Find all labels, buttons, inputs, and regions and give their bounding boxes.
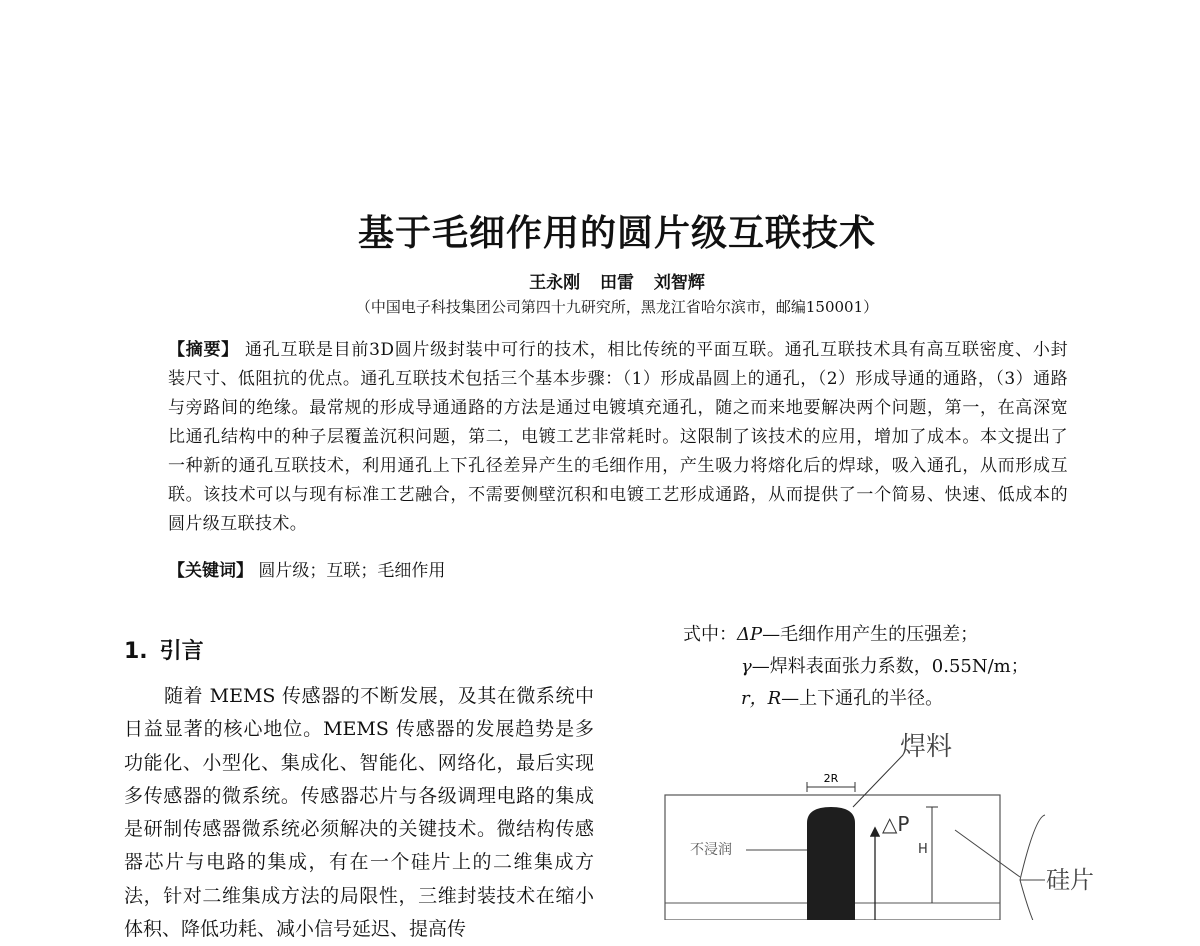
section-heading (124, 634, 204, 665)
section-title: 引言 (159, 639, 204, 664)
solder-base (810, 903, 854, 920)
solder-leader (853, 755, 903, 807)
label-h: H (918, 842, 928, 857)
section-number: 1. (124, 639, 148, 664)
label-non-wetting: 不浸润 (690, 842, 732, 858)
wafer-brace (1020, 815, 1045, 920)
keywords (168, 557, 445, 586)
abstract-label: 【摘要】 (168, 340, 239, 360)
where-def-3: —上下通孔的半径。 (781, 688, 944, 709)
where-line-2 (741, 652, 1029, 682)
abstract-text: 通孔互联是目前3D圆片级封装中可行的技术，相比传统的平面互联。通孔互联技术具有高互联密度、小封装尺寸、低阻抗的优点。通孔互联技术包括三个基本步骤：（1）形成晶圆上的通孔，（2）形成导通的通路，（3）通路与旁路间的绝缘。最常规的形成导通通路的方法是通过电镀填充通孔，随之而来地要解决两个问题，第一，在高深宽比通孔结构中的种子层覆盖沉积问题，第二，电镀工艺非常耗时。这限制了该技术的应用，增加了成本。本文提出了一种新的通孔互联技术，利用通孔上下孔径差异产生的毛细作用，产生吸力将熔化后的焊球，吸入通孔，从而形成互联。该技术可以与现有标准工艺融合，不需要侧壁沉积和电镀工艺形成通路，从而提供了一个简易、快速、低成本的圆片级互联技术。 (168, 340, 1068, 534)
label-2r: 2R (823, 772, 839, 785)
label-delta-p: △P (882, 812, 910, 836)
label-solder: 焊料 (900, 732, 953, 762)
where-line-1 (683, 620, 978, 650)
where-def-1: —毛细作用产生的压强差； (762, 624, 979, 645)
paper-authors: 王永刚 田雷 刘智辉 (529, 273, 705, 293)
paper-affiliation: （中国电子科技集团公司第四十九研究所，黑龙江省哈尔滨市，邮编150001） (355, 298, 879, 316)
paper-title: 基于毛细作用的圆片级互联技术 (357, 213, 876, 254)
where-line-3 (741, 684, 943, 714)
keywords-text: 圆片级；互联；毛细作用 (258, 561, 446, 581)
symbol-delta-p: ΔP (737, 624, 763, 645)
symbol-gamma: γ (741, 656, 752, 677)
symbol-radii: r，R (741, 688, 782, 709)
where-prefix: 式中： (683, 624, 737, 645)
where-def-2: —焊料表面张力系数，0.55N/m； (751, 656, 1029, 677)
intro-paragraph: 随着 MEMS 传感器的不断发展，及其在微系统中日益显著的核心地位。MEMS 传感器的发展趋势是多功能化、小型化、集成化、智能化、网络化，最后实现多传感器的微系统。传感器芯片与各级调理电路的集成是研制传感器微系统必须解决的关键技术。微结构传感器芯片与电路的集成，有在一个硅片上的二维集成方法，针对二维集成方法的局限性，三维封装技术在缩小体积、降低功耗、减小信号延迟、提高传 (124, 685, 594, 941)
keywords-label: 【关键词】 (168, 561, 253, 581)
figure-capillary-schematic (650, 725, 1190, 920)
abstract (168, 336, 1068, 539)
label-silicon-wafer: 硅片 (1046, 866, 1094, 894)
wafer-leader (955, 830, 1020, 877)
